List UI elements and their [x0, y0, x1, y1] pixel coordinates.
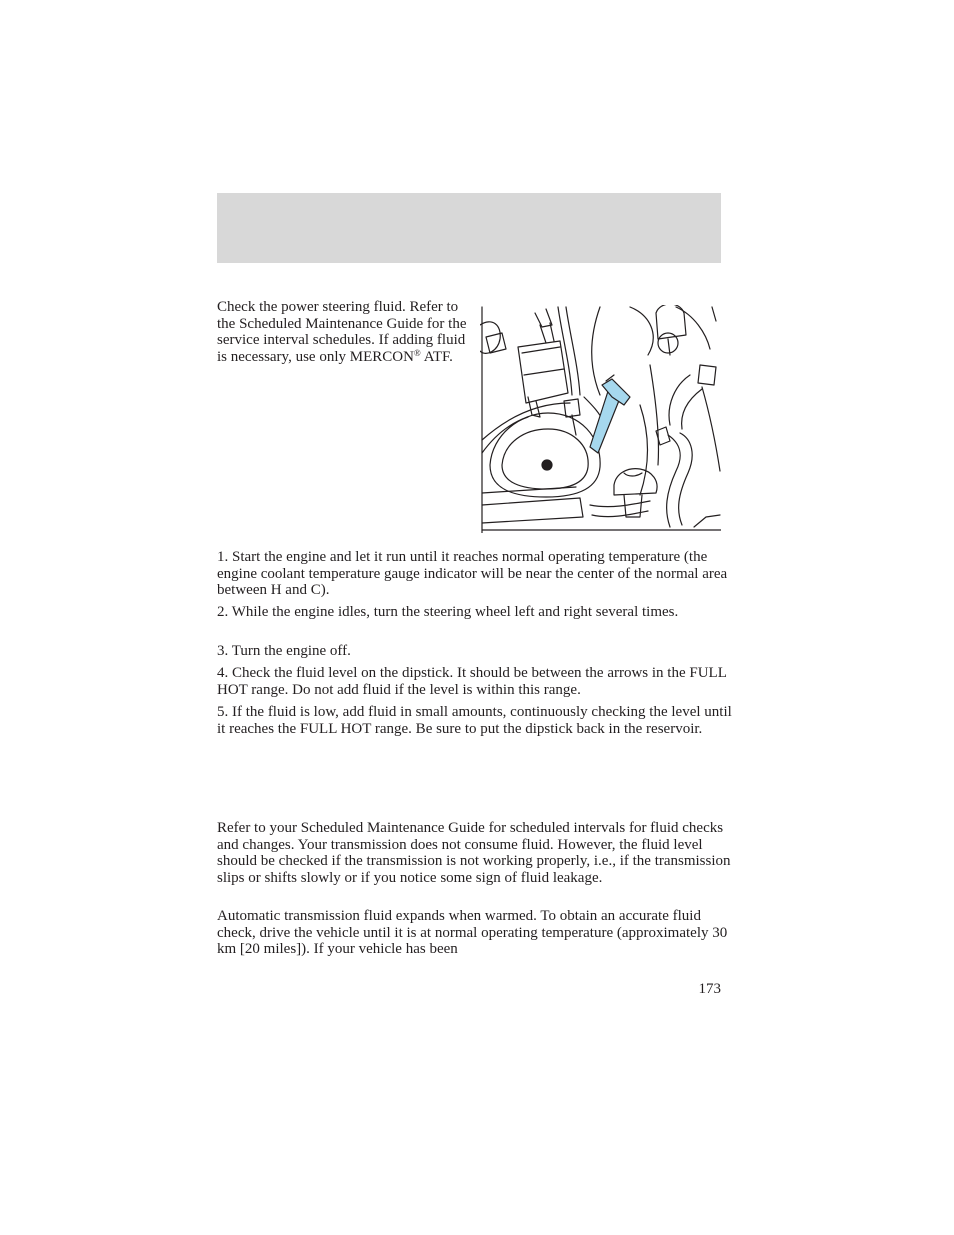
section-header-band: [217, 193, 721, 263]
step-4: 4. Check the fluid level on the dipstick. It should be between the arrows in the FULL HOT range. Do not add fluid if the level is within this range.: [217, 665, 727, 698]
intro-text: Check the power steering fluid. Refer to the Scheduled Maintenance Guide for the service interval schedules. If adding fluid is necessary, use only MERCON: [217, 299, 467, 365]
transmission-paragraph-1: Refer to your Scheduled Maintenance Guide for scheduled intervals for fluid checks and changes. Your transmission does not consume fluid. However, the fluid level should be checked if the transmission is not working properly, i.e., if the transmission slips or shifts slowly or if you notice some sign of fluid leakage.: [217, 820, 731, 886]
intro-paragraph: [217, 299, 472, 365]
step-2: 2. While the engine idles, turn the steering wheel left and right several times.: [217, 604, 679, 620]
step-5: 5. If the fluid is low, add fluid in small amounts, continuously checking the level until it reaches the FULL HOT range. Be sure to put the dipstick back in the reservoir.: [217, 704, 732, 737]
step-1: 1. Start the engine and let it run until it reaches normal operating temperature (the engine coolant temperature gauge indicator will be near the center of the normal area between H and C).: [217, 549, 728, 598]
transmission-paragraph-2: Automatic transmission fluid expands when warmed. To obtain an accurate fluid check, drive the vehicle until it is at normal operating temperature (approximately 30 km [20 miles]). If your vehicle has been: [217, 908, 728, 957]
registered-mark: ®: [413, 347, 421, 358]
power-steering-reservoir-illustration: [480, 305, 721, 533]
step-3: 3. Turn the engine off.: [217, 643, 351, 659]
page-number: 173: [698, 981, 721, 997]
intro-text-end: ATF.: [420, 348, 453, 365]
